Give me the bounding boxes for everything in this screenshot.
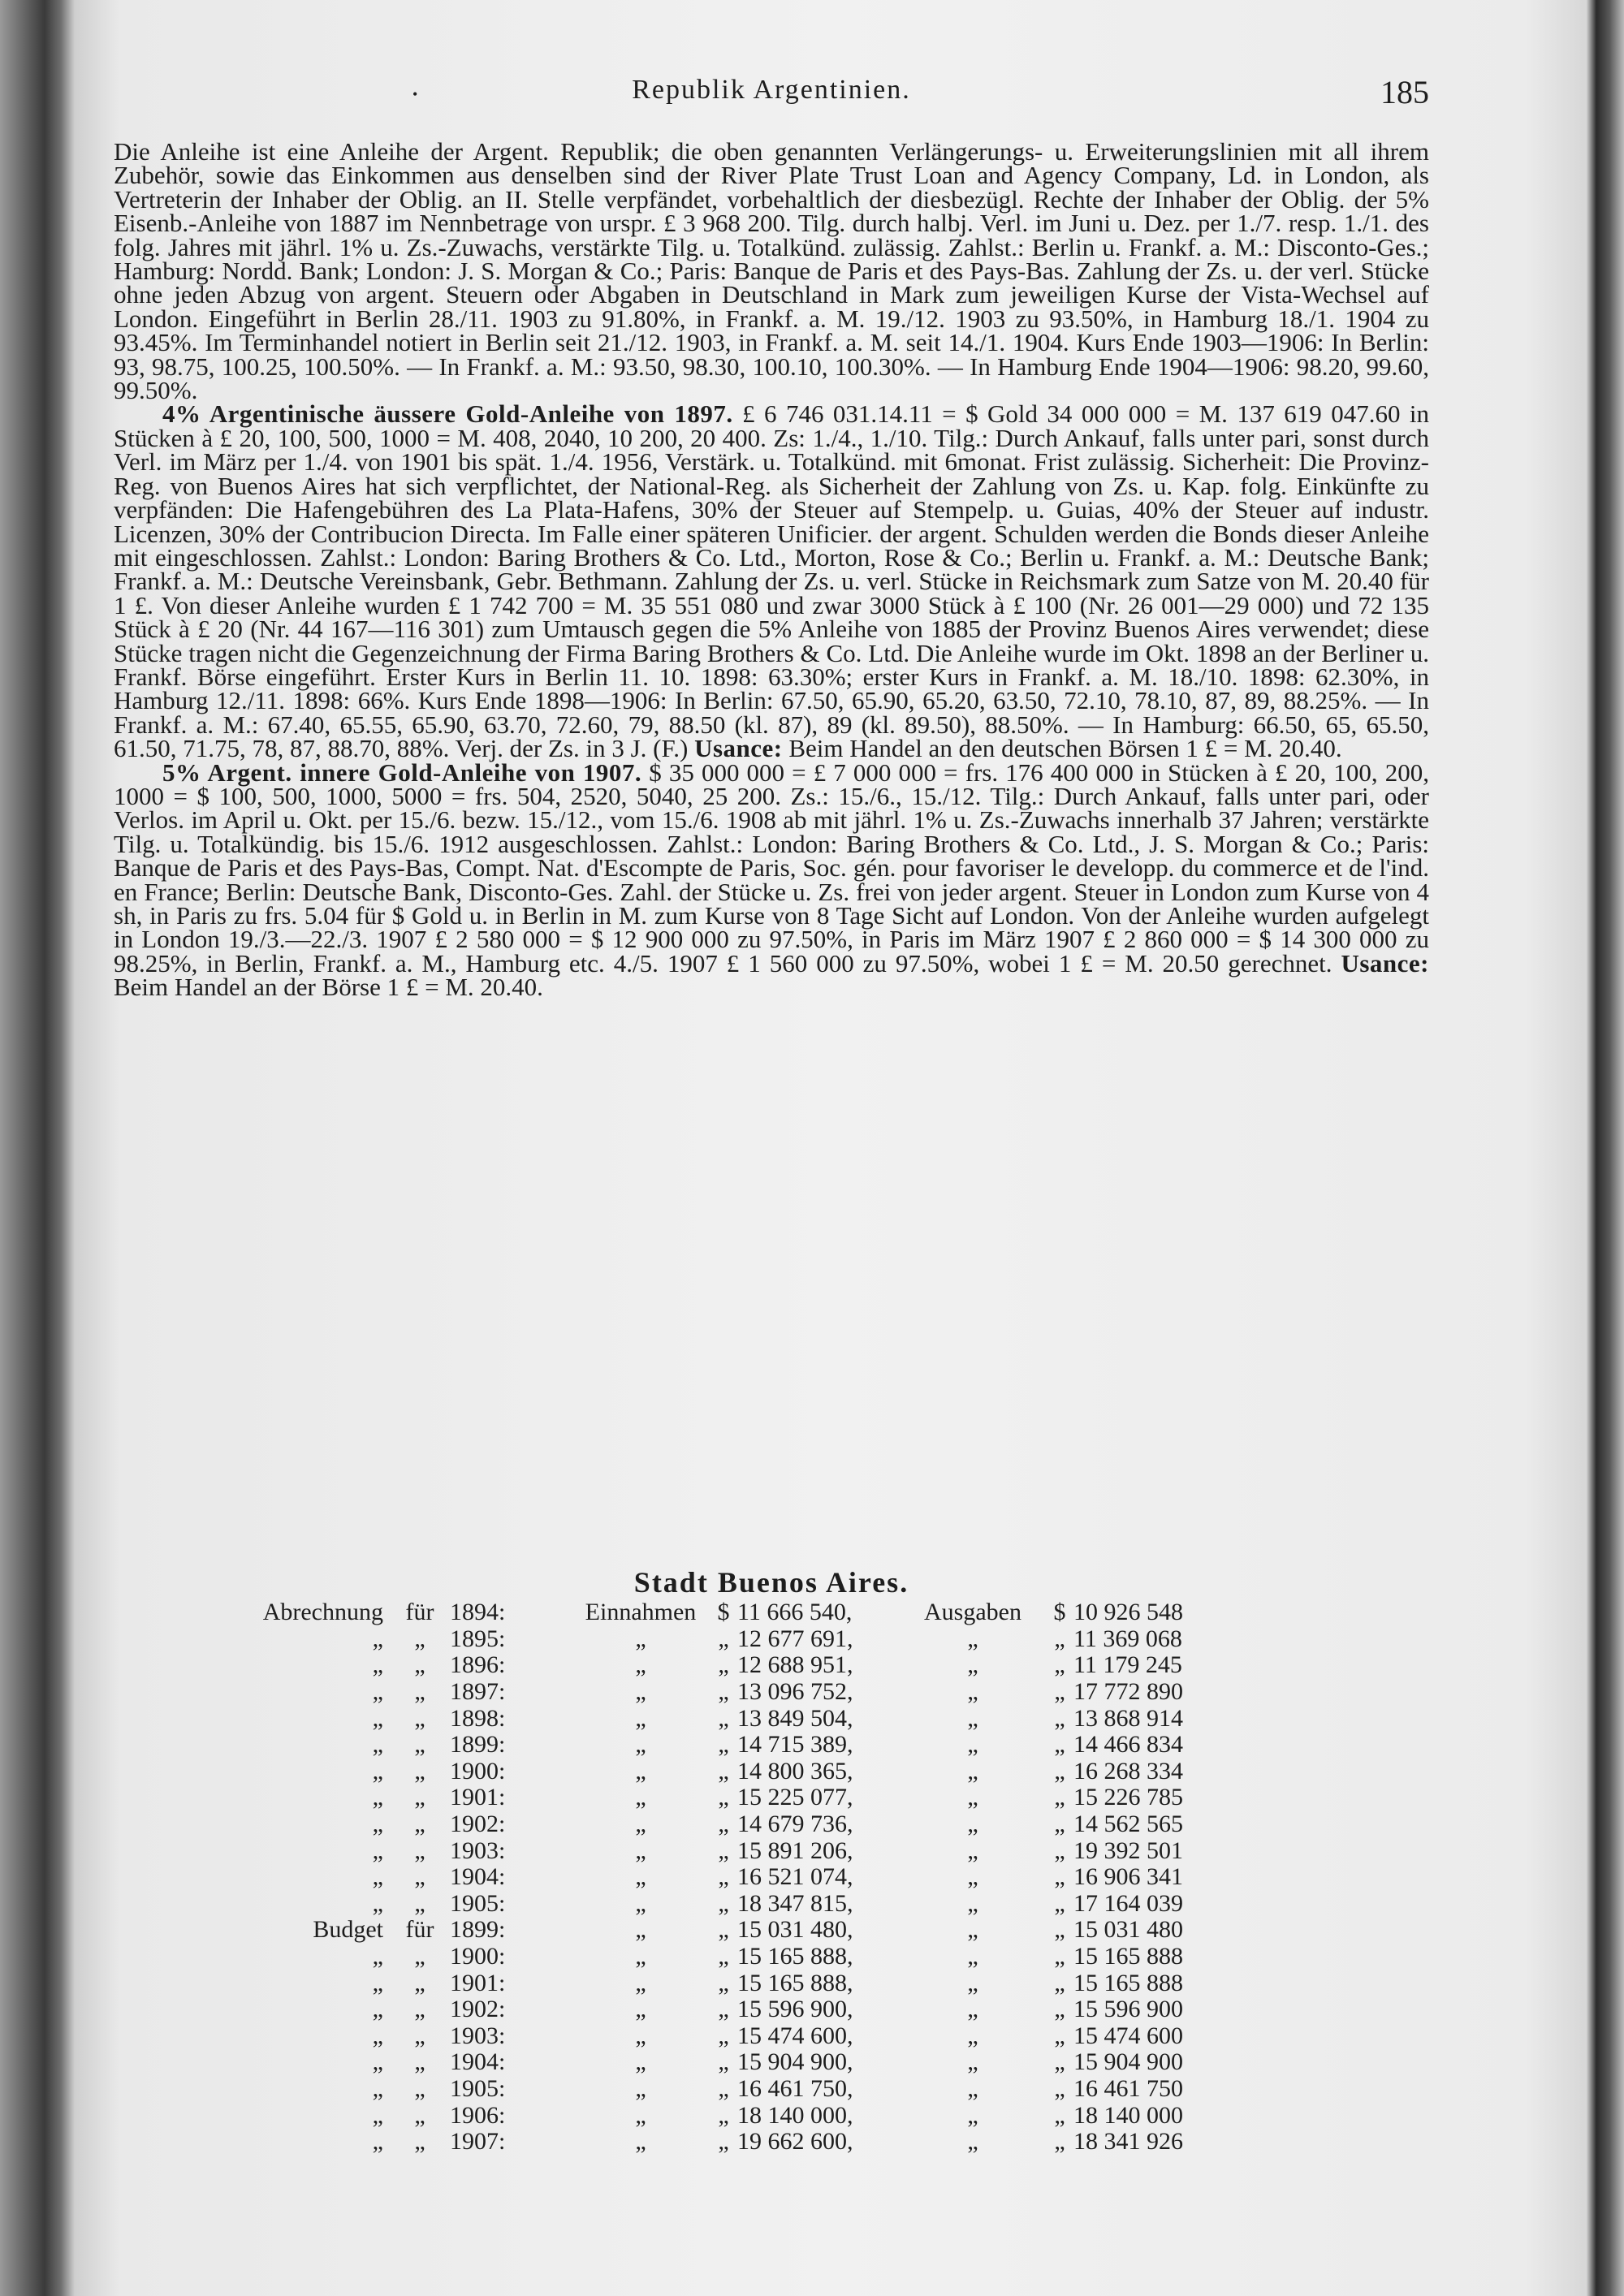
cell-currency: „	[718, 1784, 729, 1811]
cell-currency: „	[718, 1810, 729, 1838]
table-row	[244, 1599, 1236, 1626]
table-row	[244, 1652, 1236, 1679]
cell-income-label: „	[635, 1996, 646, 2023]
cell-expense-label: „	[967, 1678, 978, 1706]
cell-income-value: 15 904 900,	[737, 2048, 853, 2076]
cell-currency: „	[718, 2101, 729, 2129]
cell-row-label: „	[372, 1969, 383, 1996]
cell-row-label-fuer: „	[414, 1969, 425, 1996]
cell-year: 1900:	[450, 1943, 506, 1970]
cell-currency: „	[1054, 2101, 1065, 2129]
cell-currency: „	[718, 1625, 729, 1652]
cell-row-label: „	[372, 1836, 383, 1864]
cell-expense-label: „	[967, 1731, 978, 1759]
cell-year: 1906:	[450, 2101, 506, 2129]
text-run: Die Anleihe ist eine Anleihe der Argent. Republik; die oben genannten Verlängerungs- u. Erweiterungslinien mit all ihrem Zubehör, sowie das Einkommen aus denselben sind der River Plate Trust Loan and Agency Company, Ld. in London, als Vertreterin der Inhaber der Oblig. an II. Stelle verpfändet, vorbehaltlich der diesbezügl. Rechte der Inhaber der Oblig. der 5% Eisenb.-Anleihe von 1887 im Nennbetrage von urspr. £ 3 968 200. Tilg. durch halbj. Verl. im Juni u. Dez. per 1./7. resp. 1./1. des folg. Jahres mit jährl. 1% u. Zs.-Zuwachs, verstärkte Tilg. u. Totalkünd. zulässig. Zahlst.: Berlin u. Frankf. a. M.: Disconto-Ges.; Hamburg: Nordd. Bank; London: J. S. Morgan & Co.; Paris: Banque de Paris et des Pays-Bas. Zahlung der Zs. u. der verl. Stücke ohne jeden Abzug von argent. Steuern oder Abgaben in Deutschland in Mark zum jeweiligen Kurse der Vista-Wechsel auf London. Eingeführt in Berlin 28./11. 1903 zu 91.80%, in Frankf. a. M. 19./12. 1903 zu 93.50%, in Hamburg 18./1. 1904 zu 93.45%. Im Terminhandel notiert in Berlin seit 21./12. 1903, in Frankf. a. M. seit 14./1. 1904. Kurs Ende 1903—1906: In Berlin: 93, 98.75, 100.25, 100.50%. — In Frankf. a. M.: 93.50, 98.30, 100.10, 100.30%. — In Hamburg Ende 1904—1906: 98.20, 99.60, 99.50%.	[114, 137, 1429, 405]
cell-currency: „	[1054, 1836, 1065, 1864]
cell-row-label: „	[372, 1651, 383, 1679]
cell-expense-label: „	[967, 1863, 978, 1891]
cell-year: 1898:	[450, 1704, 506, 1732]
cell-year: 1903:	[450, 1836, 506, 1864]
cell-year: 1903:	[450, 2022, 506, 2049]
cell-currency: „	[718, 1704, 729, 1732]
cell-row-label: „	[372, 2128, 383, 2156]
scan-left-edge	[0, 0, 75, 2296]
cell-expense-value: 15 904 900	[1073, 2048, 1183, 2076]
cell-currency: „	[1054, 2074, 1065, 2102]
cell-currency: „	[1054, 1651, 1065, 1679]
cell-currency: „	[1054, 1784, 1065, 1811]
cell-expense-value: 15 226 785	[1073, 1784, 1183, 1811]
cell-row-label: „	[372, 2101, 383, 2129]
cell-expense-label: „	[967, 1836, 978, 1864]
cell-year: 1901:	[450, 1784, 506, 1811]
cell-income-value: 14 715 389,	[737, 1731, 853, 1759]
cell-income-label: „	[635, 1969, 646, 1996]
cell-income-value: 13 849 504,	[737, 1704, 853, 1732]
finance-table	[244, 1599, 1236, 2155]
cell-currency: „	[1054, 1810, 1065, 1838]
cell-row-label-fuer: „	[414, 2128, 425, 2156]
cell-row-label-fuer: „	[414, 1784, 425, 1811]
cell-currency: „	[718, 2022, 729, 2049]
cell-expense-value: 15 031 480	[1073, 1916, 1183, 1944]
table-row	[244, 1705, 1236, 1732]
cell-row-label: „	[372, 1996, 383, 2023]
cell-expense-value: 16 906 341	[1073, 1863, 1183, 1891]
table-row	[244, 1626, 1236, 1653]
table-row	[244, 1970, 1236, 1996]
cell-expense-label: „	[967, 1757, 978, 1785]
cell-income-value: 12 688 951,	[737, 1651, 853, 1679]
cell-row-label-fuer: „	[414, 1625, 425, 1652]
cell-currency: „	[1054, 1916, 1065, 1944]
cell-year: 1899:	[450, 1916, 506, 1944]
cell-income-label: „	[635, 1810, 646, 1838]
table-row	[244, 2023, 1236, 2050]
cell-income-value: 16 461 750,	[737, 2074, 853, 2102]
cell-expense-label: „	[967, 2022, 978, 2049]
cell-income-value: 15 165 888,	[737, 1943, 853, 1970]
cell-income-value: 15 165 888,	[737, 1969, 853, 1996]
text-run: Beim Handel an der Börse 1 £ = M. 20.40.	[114, 973, 543, 1002]
cell-income-value: 14 679 736,	[737, 1810, 853, 1838]
cell-year: 1900:	[450, 1757, 506, 1785]
cell-expense-value: 17 772 890	[1073, 1678, 1183, 1706]
cell-currency: „	[1054, 1678, 1065, 1706]
bold-heading-run: 5% Argent. innere Gold-Anleihe von 1907.	[162, 757, 642, 787]
cell-row-label: „	[372, 2074, 383, 2102]
cell-row-label: „	[372, 1863, 383, 1891]
page-number: 185	[1380, 74, 1429, 110]
cell-row-label: „	[372, 1784, 383, 1811]
cell-currency: „	[718, 1996, 729, 2023]
cell-income-label: „	[635, 1651, 646, 1679]
bold-heading-run: Usance:	[1341, 948, 1429, 978]
finance-table-body	[244, 1599, 1236, 2155]
cell-currency: „	[718, 1836, 729, 1864]
cell-row-label-fuer: „	[414, 1757, 425, 1785]
cell-expense-label: „	[967, 1996, 978, 2023]
cell-income-label: „	[635, 1731, 646, 1759]
table-row	[244, 1996, 1236, 2023]
cell-currency: „	[718, 1757, 729, 1785]
scan-right-edge	[1587, 0, 1624, 2296]
cell-row-label: Budget	[313, 1916, 383, 1944]
cell-currency: „	[718, 1731, 729, 1759]
cell-row-label: „	[372, 2022, 383, 2049]
cell-income-value: 16 521 074,	[737, 1863, 853, 1891]
cell-income-label: „	[635, 1916, 646, 1944]
table-row	[244, 2129, 1236, 2156]
cell-income-value: 18 140 000,	[737, 2101, 853, 2129]
cell-income-value: 15 474 600,	[737, 2022, 853, 2049]
cell-currency: „	[718, 1916, 729, 1944]
cell-row-label: „	[372, 1810, 383, 1838]
cell-expense-value: 19 392 501	[1073, 1836, 1183, 1864]
cell-year: 1899:	[450, 1731, 506, 1759]
cell-row-label-fuer: „	[414, 1704, 425, 1732]
text-run: Beim Handel an den deutschen Börsen 1 £ = M. 20.40.	[782, 734, 1342, 763]
cell-expense-label: „	[967, 1651, 978, 1679]
cell-row-label-fuer: „	[414, 1731, 425, 1759]
cell-expense-value: 18 140 000	[1073, 2101, 1183, 2129]
cell-income-label: „	[635, 2101, 646, 2129]
cell-row-label: „	[372, 1625, 383, 1652]
cell-currency: „	[1054, 1704, 1065, 1732]
cell-row-label: „	[372, 1678, 383, 1706]
cell-expense-value: 11 179 245	[1073, 1651, 1182, 1679]
cell-year: 1896:	[450, 1651, 506, 1679]
table-row	[244, 1917, 1236, 1944]
cell-currency: „	[1054, 2022, 1065, 2049]
cell-row-label-fuer: „	[414, 2101, 425, 2129]
cell-currency: „	[1054, 1969, 1065, 1996]
table-row	[244, 1944, 1236, 1970]
cell-row-label: „	[372, 1889, 383, 1917]
cell-expense-label: „	[967, 1943, 978, 1970]
cell-expense-value: 14 466 834	[1073, 1731, 1183, 1759]
cell-income-label: „	[635, 2022, 646, 2049]
cell-row-label: „	[372, 1757, 383, 1785]
section-heading-stadt-buenos-aires: Stadt Buenos Aires.	[633, 1566, 909, 1599]
paragraph-gold-anleihe-1907	[114, 757, 1429, 1002]
cell-year: 1902:	[450, 1810, 506, 1838]
cell-row-label-fuer: „	[414, 1996, 425, 2023]
cell-row-label-fuer: für	[405, 1916, 434, 1944]
cell-currency: „	[718, 1863, 729, 1891]
cell-currency: „	[1054, 2048, 1065, 2076]
cell-expense-value: 10 926 548	[1073, 1599, 1183, 1626]
cell-expense-label: „	[967, 1889, 978, 1917]
cell-income-value: 15 596 900,	[737, 1996, 853, 2023]
cell-row-label-fuer: „	[414, 1863, 425, 1891]
cell-row-label: „	[372, 1943, 383, 1970]
paragraph-anleihe-text	[114, 137, 1429, 405]
cell-expense-value: 18 341 926	[1073, 2128, 1183, 2156]
cell-expense-label: „	[967, 2048, 978, 2076]
cell-year: 1895:	[450, 1625, 506, 1652]
print-mark: •	[412, 86, 418, 102]
running-title: Republik Argentinien.	[632, 75, 911, 105]
cell-income-value: 12 677 691,	[737, 1625, 853, 1652]
cell-expense-label: „	[967, 1704, 978, 1732]
cell-income-label: Einnahmen	[585, 1599, 697, 1626]
cell-expense-value: 15 474 600	[1073, 2022, 1183, 2049]
cell-income-label: „	[635, 1678, 646, 1706]
cell-currency: $	[1053, 1599, 1066, 1626]
cell-income-value: 15 031 480,	[737, 1916, 853, 1944]
cell-row-label-fuer: „	[414, 1889, 425, 1917]
cell-currency: „	[718, 2074, 729, 2102]
cell-income-value: 14 800 365,	[737, 1757, 853, 1785]
cell-currency: „	[718, 1678, 729, 1706]
body-text	[114, 137, 1429, 1002]
cell-currency: $	[717, 1599, 730, 1626]
cell-income-value: 13 096 752,	[737, 1678, 853, 1706]
cell-expense-label: „	[967, 1784, 978, 1811]
cell-currency: „	[718, 2048, 729, 2076]
table-row	[244, 1864, 1236, 1891]
paragraph-gold-anleihe-1897	[114, 399, 1429, 763]
page-header	[114, 75, 1429, 115]
table-row	[244, 1811, 1236, 1838]
table-row	[244, 2076, 1236, 2103]
cell-expense-value: 15 596 900	[1073, 1996, 1183, 2023]
cell-currency: „	[1054, 1996, 1065, 2023]
cell-expense-label: „	[967, 1969, 978, 1996]
cell-expense-label: „	[967, 2074, 978, 2102]
cell-row-label: „	[372, 1704, 383, 1732]
cell-row-label: Abrechnung	[262, 1599, 383, 1626]
cell-currency: „	[718, 2128, 729, 2156]
cell-income-value: 15 891 206,	[737, 1836, 853, 1864]
bold-heading-run: Usance:	[694, 734, 783, 763]
cell-year: 1897:	[450, 1678, 506, 1706]
cell-year: 1907:	[450, 2128, 506, 2156]
cell-year: 1905:	[450, 2074, 506, 2102]
cell-currency: „	[1054, 1731, 1065, 1759]
table-row	[244, 1891, 1236, 1918]
cell-income-label: „	[635, 1625, 646, 1652]
text-run: £ 6 746 031.14.11 = $ Gold 34 000 000 = M. 137 619 047.60 in Stücken à £ 20, 100, 500, 1000 = M. 408, 2040, 10 200, 20 400. Zs: 1./4., 1./10. Tilg.: Durch Ankauf, falls unter pari, sonst durch Verl. im März per 1./4. von 1901 bis spät. 1./4. 1956, Verstärk. u. Totalkünd. mit 6monat. Frist zulässig. Sicherheit: Die Provinz-Reg. von Buenos Aires hat sich verpflichtet, der National-Reg. als Sicherheit der Zahlung von Zs. u. Kap. folg. Einkünfte zu verpfänden: Die Hafengebühren des La Plata-Hafens, 30% der Steuer auf Stempelp. u. Guias, 40% der Steuer auf industr. Licenzen, 30% der Contribucion Directa. Im Falle einer späteren Unificier. der argent. Schulden werden die Bonds dieser Anleihe mit eingeschlossen. Zahlst.: London: Baring Brothers & Co. Ltd., Morton, Rose & Co.; Berlin u. Frankf. a. M.: Deutsche Bank; Frankf. a. M.: Deutsche Vereinsbank, Gebr. Bethmann. Zahlung der Zs. u. verl. Stücke in Reichsmark zum Satze von M. 20.40 für 1 £. Von dieser Anleihe wurden £ 1 742 700 = M. 35 551 080 und zwar 3000 Stück à £ 100 (Nr. 26 001—29 000) und 72 135 Stück à £ 20 (Nr. 44 167—116 301) zum Umtausch gegen die 5% Anleihe von 1885 der Provinz Buenos Aires verwendet; diese Stücke tragen nicht die Gegenzeichnung der Firma Baring Brothers & Co. Ltd. Die Anleihe wurde im Okt. 1898 an der Berliner u. Frankf. Börse eingeführt. Erster Kurs in Berlin 11. 10. 1898: 63.30%; erster Kurs in Frankf. a. M. 18./10. 1898: 62.30%, in Hamburg 12./11. 1898: 66%. Kurs Ende 1898—1906: In Berlin: 67.50, 65.90, 65.20, 63.50, 72.10, 78.10, 87, 89, 88.25%. — In Frankf. a. M.: 67.40, 65.55, 65.90, 63.70, 72.60, 79, 88.50 (kl. 87), 89 (kl. 89.50), 88.50%. — In Hamburg: 66.50, 65, 65.50, 61.50, 71.75, 78, 87, 88.70, 88%. Verj. der Zs. in 3 J. (F.)	[114, 399, 1429, 763]
cell-expense-label: „	[967, 1625, 978, 1652]
cell-row-label-fuer: „	[414, 2048, 425, 2076]
bold-heading-run: 4% Argentinische äussere Gold-Anleihe von 1897.	[162, 399, 733, 429]
cell-income-label: „	[635, 1784, 646, 1811]
table-row	[244, 2049, 1236, 2076]
table-row	[244, 1785, 1236, 1811]
cell-currency: „	[1054, 1757, 1065, 1785]
cell-expense-value: 16 268 334	[1073, 1757, 1183, 1785]
text-run: $ 35 000 000 = £ 7 000 000 = frs. 176 400 000 in Stücken à £ 20, 100, 200, 1000 = $ 100, 500, 1000, 5000 = frs. 504, 2520, 5040, 25 200. Zs.: 15./6., 15./12. Tilg.: Durch Ankauf, falls unter pari, oder Verlos. im April u. Okt. per 15./6. bezw. 15./12., vom 15./6. 1908 ab mit jährl. 1% u. Zs.-Zuwachs innerhalb 37 Jahren; verstärkte Tilg. u. Totalkündig. bis 15./6. 1912 ausgeschlossen. Zahlst.: London: Baring Brothers & Co. Ltd., J. S. Morgan & Co.; Paris: Banque de Paris et des Pays-Bas, Compt. Nat. d'Escompte de Paris, Soc. gén. pour favoriser le developp. du commerce et de l'ind. en France; Berlin: Deutsche Bank, Disconto-Ges. Zahl. der Stücke u. Zs. frei von jeder argent. Steuer in London zum Kurse von 4 sh, in Paris zu frs. 5.04 für $ Gold u. in Berlin in M. zum Kurse von 8 Tage Sicht auf London. Von der Anleihe wurden aufgelegt in London 19./3.—22./3. 1907 £ 2 580 000 = $ 12 900 000 zu 97.50%, in Paris im März 1907 £ 2 860 000 = $ 14 300 000 zu 98.25%, in Berlin, Frankf. a. M., Hamburg etc. 4./5. 1907 £ 1 560 000 zu 97.50%, wobei 1 £ = M. 20.50 gerechnet.	[114, 757, 1429, 978]
cell-row-label-fuer: „	[414, 1678, 425, 1706]
cell-expense-label: „	[967, 2101, 978, 2129]
cell-year: 1904:	[450, 2048, 506, 2076]
cell-income-label: „	[635, 1863, 646, 1891]
cell-expense-label: „	[967, 1916, 978, 1944]
cell-currency: „	[718, 1943, 729, 1970]
cell-currency: „	[1054, 2128, 1065, 2156]
cell-row-label-fuer: „	[414, 2074, 425, 2102]
cell-income-value: 15 225 077,	[737, 1784, 853, 1811]
cell-expense-value: 13 868 914	[1073, 1704, 1183, 1732]
cell-currency: „	[1054, 1943, 1065, 1970]
cell-row-label-fuer: „	[414, 1651, 425, 1679]
cell-income-value: 18 347 815,	[737, 1889, 853, 1917]
cell-currency: „	[1054, 1863, 1065, 1891]
cell-row-label-fuer: „	[414, 1810, 425, 1838]
cell-year: 1904:	[450, 1863, 506, 1891]
cell-income-label: „	[635, 1889, 646, 1917]
cell-year: 1901:	[450, 1969, 506, 1996]
cell-expense-value: 17 164 039	[1073, 1889, 1183, 1917]
cell-year: 1894:	[450, 1599, 506, 1626]
cell-income-label: „	[635, 2128, 646, 2156]
table-row	[244, 1679, 1236, 1706]
cell-income-label: „	[635, 1757, 646, 1785]
cell-row-label: „	[372, 2048, 383, 2076]
cell-expense-value: 14 562 565	[1073, 1810, 1183, 1838]
cell-expense-label: Ausgaben	[924, 1599, 1021, 1626]
cell-income-value: 11 666 540,	[737, 1599, 853, 1626]
table-row	[244, 1759, 1236, 1785]
cell-year: 1902:	[450, 1996, 506, 2023]
cell-income-label: „	[635, 2048, 646, 2076]
cell-year: 1905:	[450, 1889, 506, 1917]
cell-expense-label: „	[967, 1810, 978, 1838]
table-row	[244, 2102, 1236, 2129]
cell-expense-value: 15 165 888	[1073, 1969, 1183, 1996]
cell-currency: „	[1054, 1625, 1065, 1652]
cell-currency: „	[718, 1969, 729, 1996]
cell-expense-label: „	[967, 2128, 978, 2156]
cell-income-label: „	[635, 1943, 646, 1970]
cell-row-label-fuer: „	[414, 1836, 425, 1864]
cell-income-label: „	[635, 1704, 646, 1732]
cell-row-label-fuer: „	[414, 2022, 425, 2049]
cell-expense-value: 11 369 068	[1073, 1625, 1182, 1652]
table-row	[244, 1732, 1236, 1759]
cell-income-value: 19 662 600,	[737, 2128, 853, 2156]
table-row	[244, 1837, 1236, 1864]
cell-expense-value: 15 165 888	[1073, 1943, 1183, 1970]
cell-income-label: „	[635, 1836, 646, 1864]
cell-expense-value: 16 461 750	[1073, 2074, 1183, 2102]
cell-row-label-fuer: für	[405, 1599, 434, 1626]
cell-income-label: „	[635, 2074, 646, 2102]
cell-row-label: „	[372, 1731, 383, 1759]
cell-currency: „	[1054, 1889, 1065, 1917]
cell-currency: „	[718, 1889, 729, 1917]
cell-currency: „	[718, 1651, 729, 1679]
cell-row-label-fuer: „	[414, 1943, 425, 1970]
